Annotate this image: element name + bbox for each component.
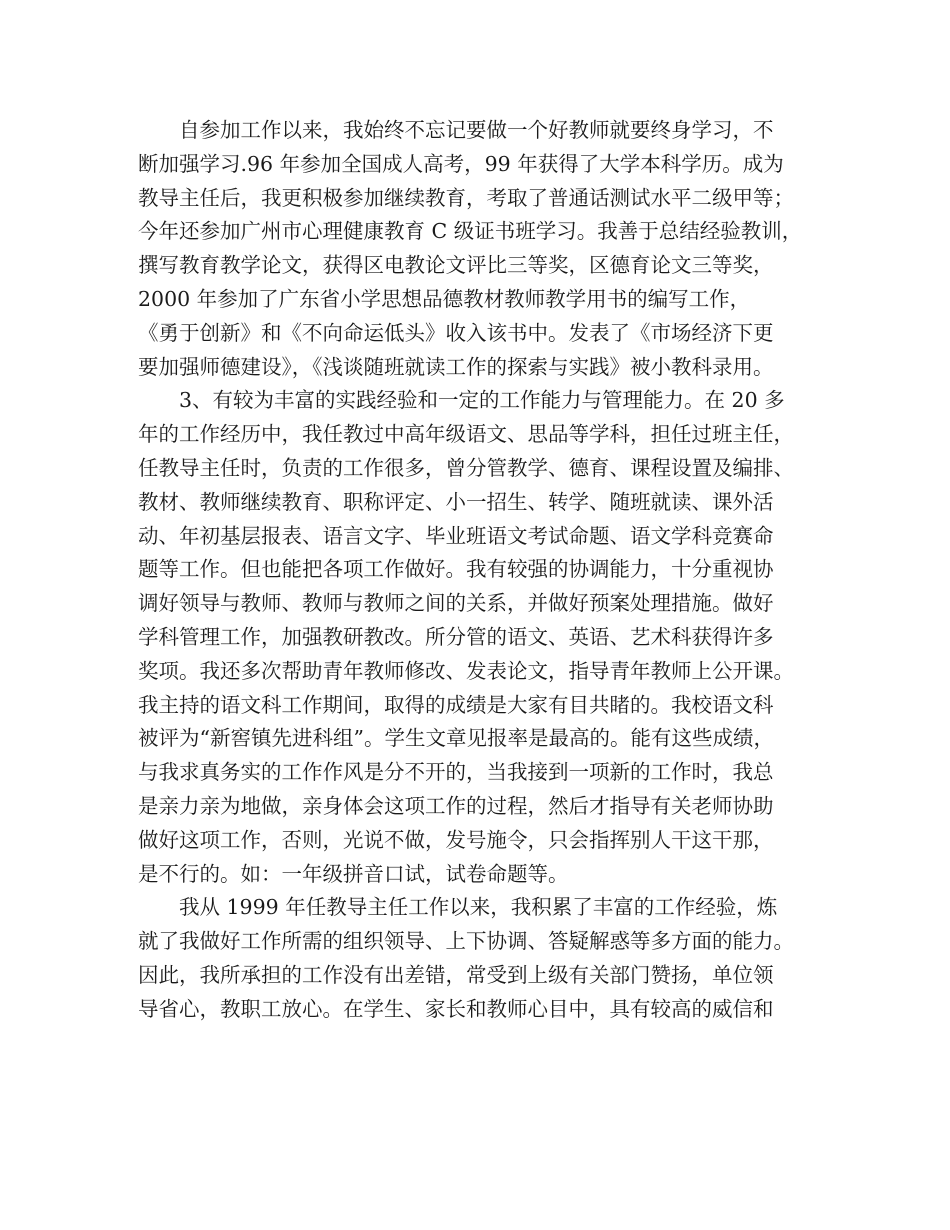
text-line: 题等工作。但也能把各项工作做好。我有较强的协调能力，十分重视协 [138,557,774,582]
text-line: 我主持的语文科工作期间，取得的成绩是大家有目共睹的。我校语文科 [138,692,774,717]
text-line: 年的工作经历中，我任教过中高年级语文、思品等学科，担任过班主任， [138,422,794,447]
text-line: 被评为“新窖镇先进科组”。学生文章见报率是最高的。能有这些成绩， [138,726,774,751]
paragraph-continuing-education [138,114,828,384]
text-line: 动、年初基层报表、语言文字、毕业班语文考试命题、语文学科竞赛命 [138,523,774,548]
text-line: 奖项。我还多次帮助青年教师修改、发表论文，指导青年教师上公开课。 [138,658,794,683]
paragraph-director-since-1999 [138,891,828,1026]
text-line: 做好这项工作，否则，光说不做，发号施令，只会指挥别人干这干那， [138,827,774,852]
text-line: 断加强学习.96 年参加全国成人高考，99 年获得了大学本科学历。成为 [138,151,784,176]
text-line: 《勇于创新》和《不向命运低头》收入该书中。发表了《市场经济下更 [138,320,774,345]
text-line: 任教导主任时，负责的工作很多，曾分管教学、德育、课程设置及编排、 [138,455,794,480]
text-line: 调好领导与教师、教师与教师之间的关系，并做好预案处理措施。做好 [138,591,774,616]
text-line: 是亲力亲为地做，亲身体会这项工作的过程，然后才指导有关老师协助 [138,793,774,818]
text-line: 教材、教师继续教育、职称评定、小一招生、转学、随班就读、课外活 [138,489,774,514]
text-line: 3、有较为丰富的实践经验和一定的工作能力与管理能力。在 20 多 [179,388,785,413]
text-line: 今年还参加广州市心理健康教育 C 级证书班学习。我善于总结经验教训， [138,219,803,244]
text-line: 因此，我所承担的工作没有出差错，常受到上级有关部门赞扬，单位领 [138,962,774,987]
text-line: 导省心，教职工放心。在学生、家长和教师心目中，具有较高的威信和 [138,996,774,1021]
text-line: 教导主任后，我更积极参加继续教育，考取了普通话测试水平二级甲等； [138,185,794,210]
text-line: 要加强师德建设》，《浅谈随班就读工作的探索与实践》被小教科录用。 [138,354,774,379]
text-line: 自参加工作以来，我始终不忘记要做一个好教师就要终身学习，不 [179,118,774,142]
document-body [138,114,828,1027]
text-line: 撰写教育教学论文，获得区电教论文评比三等奖，区德育论文三等奖， [138,253,774,278]
text-line: 我从 1999 年任教导主任工作以来，我积累了丰富的工作经验，炼 [179,895,778,920]
text-line: 与我求真务实的工作作风是分不开的，当我接到一项新的工作时，我总 [138,760,774,785]
text-line: 是不行的。如：一年级拼音口试，试卷命题等。 [138,861,569,886]
text-line: 2000 年参加了广东省小学思想品德教材教师教学用书的编写工作， [138,286,751,311]
paragraph-practical-experience [138,384,828,891]
text-line: 就了我做好工作所需的组织领导、上下协调、答疑解惑等多方面的能力。 [138,929,794,954]
text-line: 学科管理工作，加强教研教改。所分管的语文、英语、艺术科获得许多 [138,624,774,649]
